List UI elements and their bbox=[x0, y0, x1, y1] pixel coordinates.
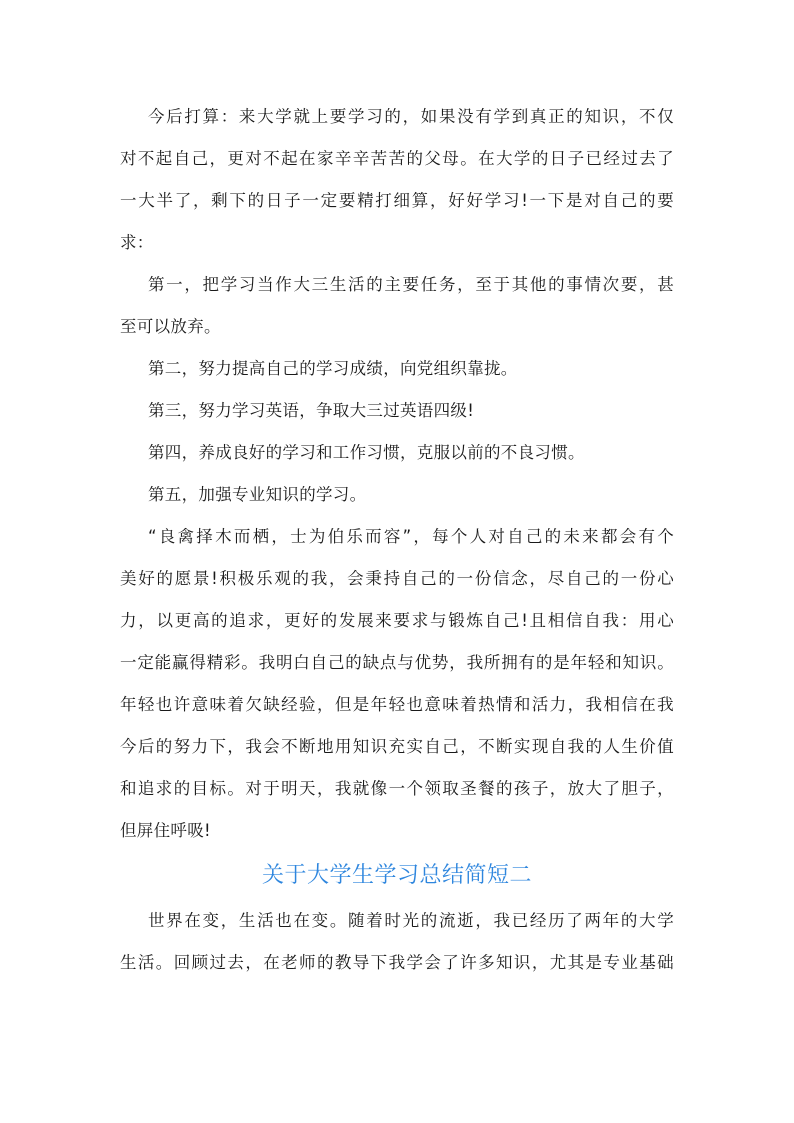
paragraph-line: 美好的愿景!积极乐观的我，会秉持自己的一份信念，尽自己的一份心 bbox=[120, 569, 674, 588]
list-item-second: 第二，努力提高自己的学习成绩，向党组织靠拢。 bbox=[148, 359, 518, 378]
paragraph-line: 生活。回顾过去，在老师的教导下我学会了许多知识，尤其是专业基础 bbox=[120, 953, 674, 972]
paragraph-line: 年轻也许意味着欠缺经验，但是年轻也意味着热情和活力，我相信在我 bbox=[120, 695, 674, 714]
paragraph-line: 对不起自己，更对不起在家辛辛苦苦的父母。在大学的日子已经过去了 bbox=[120, 149, 674, 168]
paragraph-line: 一定能赢得精彩。我明白自己的缺点与优势，我所拥有的是年轻和知识。 bbox=[120, 653, 674, 672]
list-item-fourth: 第四，养成良好的学习和工作习惯，克服以前的不良习惯。 bbox=[148, 443, 585, 462]
paragraph-line: 一大半了，剩下的日子一定要精打细算，好好学习!一下是对自己的要 bbox=[120, 191, 674, 210]
paragraph-line: 力，以更高的追求，更好的发展来要求与锻炼自己!且相信自我：用心 bbox=[120, 611, 674, 630]
paragraph-line: 今后打算：来大学就上要学习的，如果没有学到真正的知识，不仅 bbox=[148, 107, 674, 126]
paragraph-line: 和追求的目标。对于明天，我就像一个领取圣餐的孩子，放大了胆子， bbox=[120, 779, 674, 798]
document-page bbox=[120, 96, 674, 984]
paragraph-line: “良禽择木而栖，士为伯乐而容”，每个人对自己的未来都会有个 bbox=[148, 527, 674, 546]
paragraph-line: 今后的努力下，我会不断地用知识充实自己，不断实现自我的人生价值 bbox=[120, 737, 674, 756]
list-item-fifth: 第五，加强专业知识的学习。 bbox=[148, 485, 367, 504]
list-item-third: 第三，努力学习英语，争取大三过英语四级! bbox=[148, 401, 475, 420]
paragraph-line: 但屏住呼吸! bbox=[120, 821, 211, 840]
list-item-first-cont: 至可以放弃。 bbox=[120, 317, 221, 336]
paragraph-line: 求： bbox=[120, 233, 154, 252]
paragraph-line: 世界在变，生活也在变。随着时光的流逝，我已经历了两年的大学 bbox=[148, 911, 674, 930]
section-heading: 关于大学生学习总结简短二 bbox=[261, 863, 532, 888]
list-item-first: 第一，把学习当作大三生活的主要任务，至于其他的事情次要，甚 bbox=[148, 275, 674, 294]
